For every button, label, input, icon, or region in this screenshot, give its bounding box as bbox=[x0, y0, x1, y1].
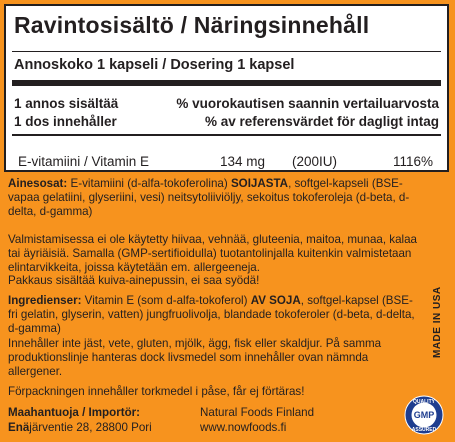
header-amount-fi: 1 annos sisältää bbox=[14, 96, 119, 111]
ingredients-fi-part2: , softgel-kapseli (BSE-vapaa gelatiini, glyseriini, vesi) neitsytoliiviöljy, sekoitus tokoferoleja (d-beta, d-delta, d-gamma) bbox=[8, 177, 410, 218]
serving-size: Annoskoko 1 kapseli / Dosering 1 kapsel bbox=[14, 57, 295, 73]
nutrient-amount: 134 mg bbox=[220, 154, 266, 169]
ingredients-fi-part1: E-vitamiini (d-alfa-tokoferolina) bbox=[67, 177, 231, 190]
header-amount-sv: 1 dos innehåller bbox=[14, 114, 117, 129]
importer-address-bold: Enä bbox=[8, 421, 30, 434]
manufacturing-text-sv: Innehåller inte jäst, vete, gluten, mjölk, ägg, fisk eller skaldjur. På samma produktionslinje hanteras dock livsmedel som innehåller ovan nämnda allergener. bbox=[8, 337, 382, 378]
ingredients-sv bbox=[8, 294, 416, 336]
allergen-sv: AV SOJA bbox=[250, 294, 301, 307]
nutrition-facts-panel bbox=[4, 4, 449, 172]
desiccant-text-fi: Pakkaus sisältää kuiva-ainepussin, ei saa syödä! bbox=[8, 274, 260, 287]
nutrient-iu: (200IU) bbox=[292, 154, 338, 169]
manufacturing-text-fi: Valmistamisessa ei ole käytetty hiivaa, vehnää, gluteenia, maitoa, munaa, kalaa tai äyriäisiä. Samalla (GMP-sertifioidulla) tuotantolinjalla kuitenkin valmistetaan elintarvikkeita, joissa käytetään em. allergeeneja. bbox=[8, 233, 418, 274]
desiccant-note-fi bbox=[8, 274, 428, 288]
manufacturing-note-fi bbox=[8, 233, 428, 275]
ingredients-label-fi: Ainesosat: bbox=[8, 177, 68, 190]
title-divider bbox=[12, 51, 441, 52]
importer-company: Natural Foods Finland bbox=[200, 406, 315, 419]
ingredients-sv-part1: Vitamin E (som d-alfa-tokoferol) bbox=[81, 294, 251, 307]
importer-website: www.nowfoods.fi bbox=[200, 421, 287, 434]
allergen-fi: SOIJASTA bbox=[230, 177, 289, 190]
gmp-quality-assured-logo bbox=[404, 395, 444, 435]
panel-title: Ravintosisältö / Näringsinnehåll bbox=[14, 12, 370, 38]
desiccant-text-sv: Förpackningen innehåller torkmedel i påse, får ej förtäras! bbox=[8, 385, 305, 398]
ingredients-fi bbox=[8, 177, 428, 219]
manufacturing-note-sv bbox=[8, 337, 416, 379]
ingredients-sv-part2: , softgel-kapsel (BSE-fri gelatin, glyserin, vatten) jungfruolivolja, blandade tokoferoler (d-beta, d-delta, d-gamma) bbox=[8, 294, 415, 335]
desiccant-note-sv bbox=[8, 385, 408, 399]
nutrient-name: E-vitamiini / Vitamin E bbox=[18, 154, 150, 169]
gmp-center-text: GMP bbox=[413, 410, 435, 420]
importer-address-rest: järventie 28, 28800 Pori bbox=[29, 421, 152, 434]
made-in-usa: MADE IN USA bbox=[432, 286, 443, 358]
header-percent-fi: % vuorokautisen saannin vertailuarvosta bbox=[176, 96, 439, 111]
importer-address bbox=[8, 421, 152, 435]
serving-divider bbox=[12, 80, 441, 86]
gmp-top-text: QUALITY bbox=[413, 399, 435, 405]
header-percent-sv: % av referensvärdet för dagligt intag bbox=[204, 114, 439, 129]
nutrient-percent: 1116% bbox=[392, 154, 433, 169]
importer-label: Maahantuoja / Importör: bbox=[8, 406, 141, 419]
gmp-bottom-text: ASSURED bbox=[411, 427, 437, 433]
header-divider bbox=[12, 134, 441, 136]
ingredients-label-sv: Ingredienser: bbox=[8, 294, 82, 307]
